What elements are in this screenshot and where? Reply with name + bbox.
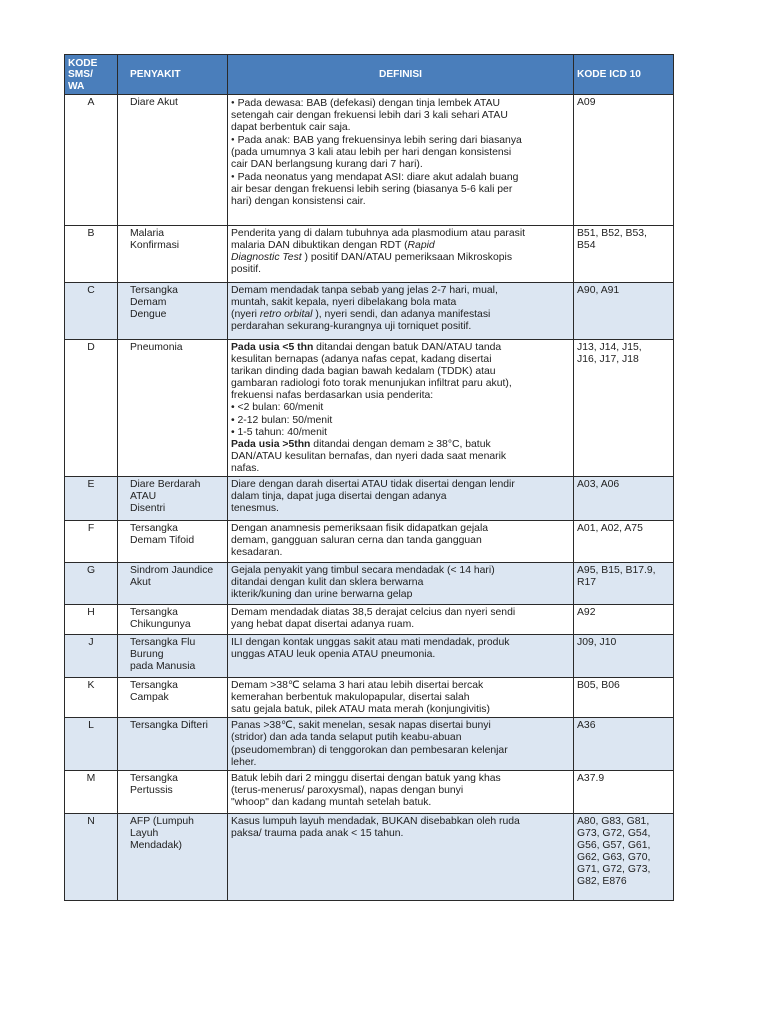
cell-disease-name bbox=[118, 521, 228, 563]
disease-name-line: Malaria bbox=[130, 228, 165, 239]
header-kode-icd-10: KODE ICD 10 bbox=[574, 55, 674, 95]
disease-name-line: Tersangka bbox=[130, 772, 178, 784]
definition-line: demam, gangguan saluran cerna dan tanda gangguan bbox=[231, 535, 482, 547]
definition-line: • <2 bulan: 60/menit bbox=[231, 402, 324, 414]
disease-name-line: Pertussis bbox=[130, 784, 173, 796]
cell-definition bbox=[228, 283, 574, 340]
disease-name-line: ATAU bbox=[130, 491, 157, 503]
icd10-code-line: G56, G57, G61, bbox=[577, 839, 651, 851]
definition-line: (pseudomembran) di tenggorokan dan pembesaran kelenjar bbox=[231, 744, 508, 756]
cell-code: F bbox=[65, 521, 118, 563]
cell-icd10 bbox=[574, 563, 674, 605]
cell-icd10 bbox=[574, 678, 674, 718]
cell-definition bbox=[228, 563, 574, 605]
definition-line: Gejala penyakit yang timbul secara mendadak (< 14 hari) bbox=[231, 565, 495, 577]
header-kode-line: SMS/ bbox=[68, 69, 93, 81]
disease-name-line: Mendadak) bbox=[130, 839, 182, 851]
cell-icd10 bbox=[574, 718, 674, 770]
definition-line: ikterik/kuning dan urine berwarna gelap bbox=[231, 589, 413, 601]
disease-name-line: AFP (Lumpuh bbox=[130, 815, 194, 827]
icd10-code-line: A03, A06 bbox=[577, 479, 620, 491]
icd10-code-line: J13, J14, J15, bbox=[577, 342, 642, 353]
cell-code: B bbox=[65, 226, 118, 283]
table-row bbox=[65, 813, 674, 900]
definition-line: "whoop" dan kadang muntah setelah batuk. bbox=[231, 796, 432, 808]
definition-line: Penderita yang di dalam tubuhnya ada plasmodium atau parasit bbox=[231, 228, 526, 239]
disease-name-line: Chikungunya bbox=[130, 619, 191, 631]
definition-line: Dengan anamnesis pemeriksaan fisik didapatkan gejala bbox=[231, 523, 489, 535]
definition-line: yang hebat dapat disertai adanya ruam. bbox=[231, 619, 415, 631]
definition-line: satu gejala batuk, pilek ATAU mata merah (konjungivitis) bbox=[231, 704, 490, 716]
disease-name-line: Disentri bbox=[130, 503, 166, 515]
disease-name-line: Tersangka bbox=[130, 607, 178, 619]
header-kode-sms-wa bbox=[65, 55, 118, 95]
cell-icd10 bbox=[574, 770, 674, 813]
cell-icd10 bbox=[574, 635, 674, 678]
icd10-code-line: G73, G72, G54, bbox=[577, 827, 651, 839]
disease-name-line: Tersangka Flu bbox=[130, 637, 196, 649]
cell-code: G bbox=[65, 563, 118, 605]
cell-definition bbox=[228, 678, 574, 718]
cell-code: M bbox=[65, 770, 118, 813]
definition-line: unggas ATAU leuk openia ATAU pneumonia. bbox=[231, 649, 436, 661]
cell-definition bbox=[228, 605, 574, 635]
definition-line: malaria DAN dibuktikan dengan RDT (Rapid bbox=[231, 240, 435, 252]
cell-disease-name bbox=[118, 95, 228, 226]
cell-icd10 bbox=[574, 340, 674, 477]
icd10-code-line: J16, J17, J18 bbox=[577, 354, 639, 366]
table-row bbox=[65, 283, 674, 340]
cell-definition bbox=[228, 95, 574, 226]
header-definisi: DEFINISI bbox=[228, 55, 574, 95]
cell-code: D bbox=[65, 340, 118, 477]
icd10-code-line: A09 bbox=[577, 97, 596, 108]
disease-name-line: Layuh bbox=[130, 827, 159, 839]
table-row bbox=[65, 95, 674, 226]
table-row bbox=[65, 678, 674, 718]
definition-line: (stridor) dan ada tanda selaput putih keabu-abuan bbox=[231, 732, 462, 744]
definition-line: dalam tinja, dapat juga disertai dengan adanya bbox=[231, 491, 447, 503]
cell-definition bbox=[228, 521, 574, 563]
cell-disease-name bbox=[118, 605, 228, 635]
header-row bbox=[65, 55, 674, 95]
table-row bbox=[65, 340, 674, 477]
icd10-code-line: R17 bbox=[577, 577, 597, 589]
cell-disease-name bbox=[118, 635, 228, 678]
table-row bbox=[65, 477, 674, 521]
disease-name-line: pada Manusia bbox=[130, 661, 196, 673]
definition-line: ditandai dengan kulit dan sklera berwarna bbox=[231, 577, 424, 589]
header-penyakit: PENYAKIT bbox=[118, 55, 228, 95]
disease-name-line: Demam bbox=[130, 297, 167, 309]
cell-code: N bbox=[65, 813, 118, 900]
disease-name-line: Tersangka bbox=[130, 680, 178, 692]
icd10-code-line: G62, G63, G70, bbox=[577, 851, 651, 863]
table-row bbox=[65, 605, 674, 635]
definition-line: Demam >38℃ selama 3 hari atau lebih disertai bercak bbox=[231, 680, 484, 692]
cell-disease-name bbox=[118, 770, 228, 813]
definition-line: Demam mendadak diatas 38,5 derajat celcius dan nyeri sendi bbox=[231, 607, 516, 619]
cell-code: L bbox=[65, 718, 118, 770]
cell-icd10 bbox=[574, 95, 674, 226]
definition-line: Batuk lebih dari 2 minggu disertai dengan batuk yang khas bbox=[231, 772, 501, 784]
disease-name-line: Diare Akut bbox=[130, 97, 178, 108]
cell-icd10 bbox=[574, 226, 674, 283]
icd10-code-line: A36 bbox=[577, 720, 596, 732]
definition-line: nafas. bbox=[231, 462, 260, 474]
disease-name-line: Campak bbox=[130, 692, 169, 704]
definition-line: gambaran radiologi foto torak menunjukan infiltrat paru akut), bbox=[231, 378, 512, 390]
definition-line: Demam mendadak tanpa sebab yang jelas 2-7 hari, mual, bbox=[231, 285, 498, 296]
definition-line: ● Pada anak: BAB yang frekuensinya lebih sering dari biasanya bbox=[231, 134, 570, 147]
cell-disease-name bbox=[118, 563, 228, 605]
icd10-code-line: B54 bbox=[577, 240, 596, 252]
disease-name-line: Dengue bbox=[130, 309, 167, 321]
table-row bbox=[65, 521, 674, 563]
definition-line: ● Pada dewasa: BAB (defekasi) dengan tinja lembek ATAU bbox=[231, 97, 570, 110]
definition-line: ILI dengan kontak unggas sakit atau mati mendadak, produk bbox=[231, 637, 510, 649]
cell-disease-name bbox=[118, 718, 228, 770]
icd10-code-line: A95, B15, B17.9, bbox=[577, 565, 656, 577]
disease-name-line: Tersangka bbox=[130, 285, 178, 296]
definition-line: • 1-5 tahun: 40/menit bbox=[231, 426, 328, 438]
disease-name-line: Tersangka Difteri bbox=[130, 720, 208, 732]
definition-line: (nyeri retro orbital ), nyeri sendi, dan adanya manifestasi bbox=[231, 309, 491, 321]
definition-line: (pada umumnya 3 kali atau lebih per hari dengan konsistensi bbox=[231, 146, 512, 158]
definition-line: Panas >38℃, sakit menelan, sesak napas disertai bunyi bbox=[231, 720, 491, 732]
definition-line: (terus-menerus/ paroxysmal), napas dengan bunyi bbox=[231, 784, 464, 796]
disease-name-line: Burung bbox=[130, 649, 164, 661]
definition-line: positif. bbox=[231, 264, 262, 276]
icd10-code-line: A01, A02, A75 bbox=[577, 523, 643, 535]
definition-line: Pada usia >5thn ditandai dengan demam ≥ 38°C, batuk bbox=[231, 438, 491, 450]
icd10-code-line: G82, E876 bbox=[577, 876, 627, 888]
cell-definition bbox=[228, 226, 574, 283]
icd10-code-line: B51, B52, B53, bbox=[577, 228, 647, 239]
cell-disease-name bbox=[118, 813, 228, 900]
cell-disease-name bbox=[118, 477, 228, 521]
cell-code: K bbox=[65, 678, 118, 718]
definition-line: air besar dengan frekuensi lebih sering (biasanya 5-6 kali per bbox=[231, 184, 513, 196]
header-kode-line: WA bbox=[68, 80, 85, 92]
cell-icd10 bbox=[574, 813, 674, 900]
cell-definition bbox=[228, 813, 574, 900]
icd10-code-line: A80, G83, G81, bbox=[577, 815, 650, 827]
definition-line: leher. bbox=[231, 756, 257, 768]
definition-line: kesulitan bernapas (adanya nafas cepat, kadang disertai bbox=[231, 354, 492, 366]
definition-line: setengah cair dengan frekuensi lebih dari 3 kali sehari ATAU bbox=[231, 109, 508, 121]
definition-line: Diagnostic Test ) positif DAN/ATAU pemeriksaan Mikroskopis bbox=[231, 252, 513, 264]
definition-line: tenesmus. bbox=[231, 503, 279, 515]
disease-name-line: Demam Tifoid bbox=[130, 535, 195, 547]
icd10-code-line: A92 bbox=[577, 607, 596, 619]
definition-line: perdarahan sekurang-kurangnya uji torniquet positif. bbox=[231, 321, 472, 333]
cell-code: E bbox=[65, 477, 118, 521]
definition-line: muntah, sakit kepala, nyeri dibelakang bola mata bbox=[231, 297, 457, 309]
table-row bbox=[65, 718, 674, 770]
disease-name-line: Tersangka bbox=[130, 523, 178, 535]
definition-line: paksa/ trauma pada anak < 15 tahun. bbox=[231, 827, 404, 839]
cell-icd10 bbox=[574, 605, 674, 635]
definition-line: Diare dengan darah disertai ATAU tidak disertai dengan lendir bbox=[231, 479, 515, 491]
cell-definition bbox=[228, 635, 574, 678]
disease-name-line: Konfirmasi bbox=[130, 240, 180, 252]
table-row bbox=[65, 635, 674, 678]
icd10-code-line: G71, G72, G73, bbox=[577, 864, 651, 876]
definition-line: frekuensi nafas berdasarkan usia penderita: bbox=[231, 390, 434, 402]
definition-line: ● Pada neonatus yang mendapat ASI: diare akut adalah buang bbox=[231, 171, 570, 184]
definition-line: kesadaran. bbox=[231, 547, 283, 559]
cell-definition bbox=[228, 718, 574, 770]
definition-line: hari) dengan konsistensi cair. bbox=[231, 196, 366, 208]
cell-definition bbox=[228, 477, 574, 521]
definition-line: kemerahan berbentuk makulopapular, disertai salah bbox=[231, 692, 470, 704]
cell-icd10 bbox=[574, 477, 674, 521]
cell-disease-name bbox=[118, 283, 228, 340]
definition-line: Pada usia <5 thn ditandai dengan batuk DAN/ATAU tanda bbox=[231, 342, 502, 353]
cell-definition bbox=[228, 770, 574, 813]
cell-code: A bbox=[65, 95, 118, 226]
table-row bbox=[65, 770, 674, 813]
definition-line: DAN/ATAU kesulitan bernafas, dan nyeri dada saat menarik bbox=[231, 450, 507, 462]
cell-disease-name bbox=[118, 678, 228, 718]
definition-line: cair DAN berlangsung kurang dari 7 hari). bbox=[231, 159, 423, 171]
cell-code: H bbox=[65, 605, 118, 635]
disease-name-line: Pneumonia bbox=[130, 342, 183, 353]
cell-disease-name bbox=[118, 226, 228, 283]
definition-line: Kasus lumpuh layuh mendadak, BUKAN disebabkan oleh ruda bbox=[231, 815, 520, 827]
disease-code-table bbox=[64, 54, 674, 901]
icd10-code-line: J09, J10 bbox=[577, 637, 617, 649]
cell-definition bbox=[228, 340, 574, 477]
cell-icd10 bbox=[574, 521, 674, 563]
icd10-code-line: B05, B06 bbox=[577, 680, 620, 692]
cell-icd10 bbox=[574, 283, 674, 340]
disease-name-line: Diare Berdarah bbox=[130, 479, 201, 491]
definition-line: • 2-12 bulan: 50/menit bbox=[231, 414, 333, 426]
cell-code: C bbox=[65, 283, 118, 340]
table-body bbox=[65, 95, 674, 901]
cell-code: J bbox=[65, 635, 118, 678]
icd10-code-line: A37.9 bbox=[577, 772, 605, 784]
cell-disease-name bbox=[118, 340, 228, 477]
definition-line: dapat berbentuk cair saja. bbox=[231, 121, 351, 133]
icd10-code-line: A90, A91 bbox=[577, 285, 620, 296]
table-row bbox=[65, 563, 674, 605]
disease-name-line: Akut bbox=[130, 577, 151, 589]
header-kode-line: KODE bbox=[68, 57, 98, 69]
table-row bbox=[65, 226, 674, 283]
definition-line: tarikan dinding dada bagian bawah kedalam (TDDK) atau bbox=[231, 366, 496, 378]
disease-name-line: Sindrom Jaundice bbox=[130, 565, 214, 577]
